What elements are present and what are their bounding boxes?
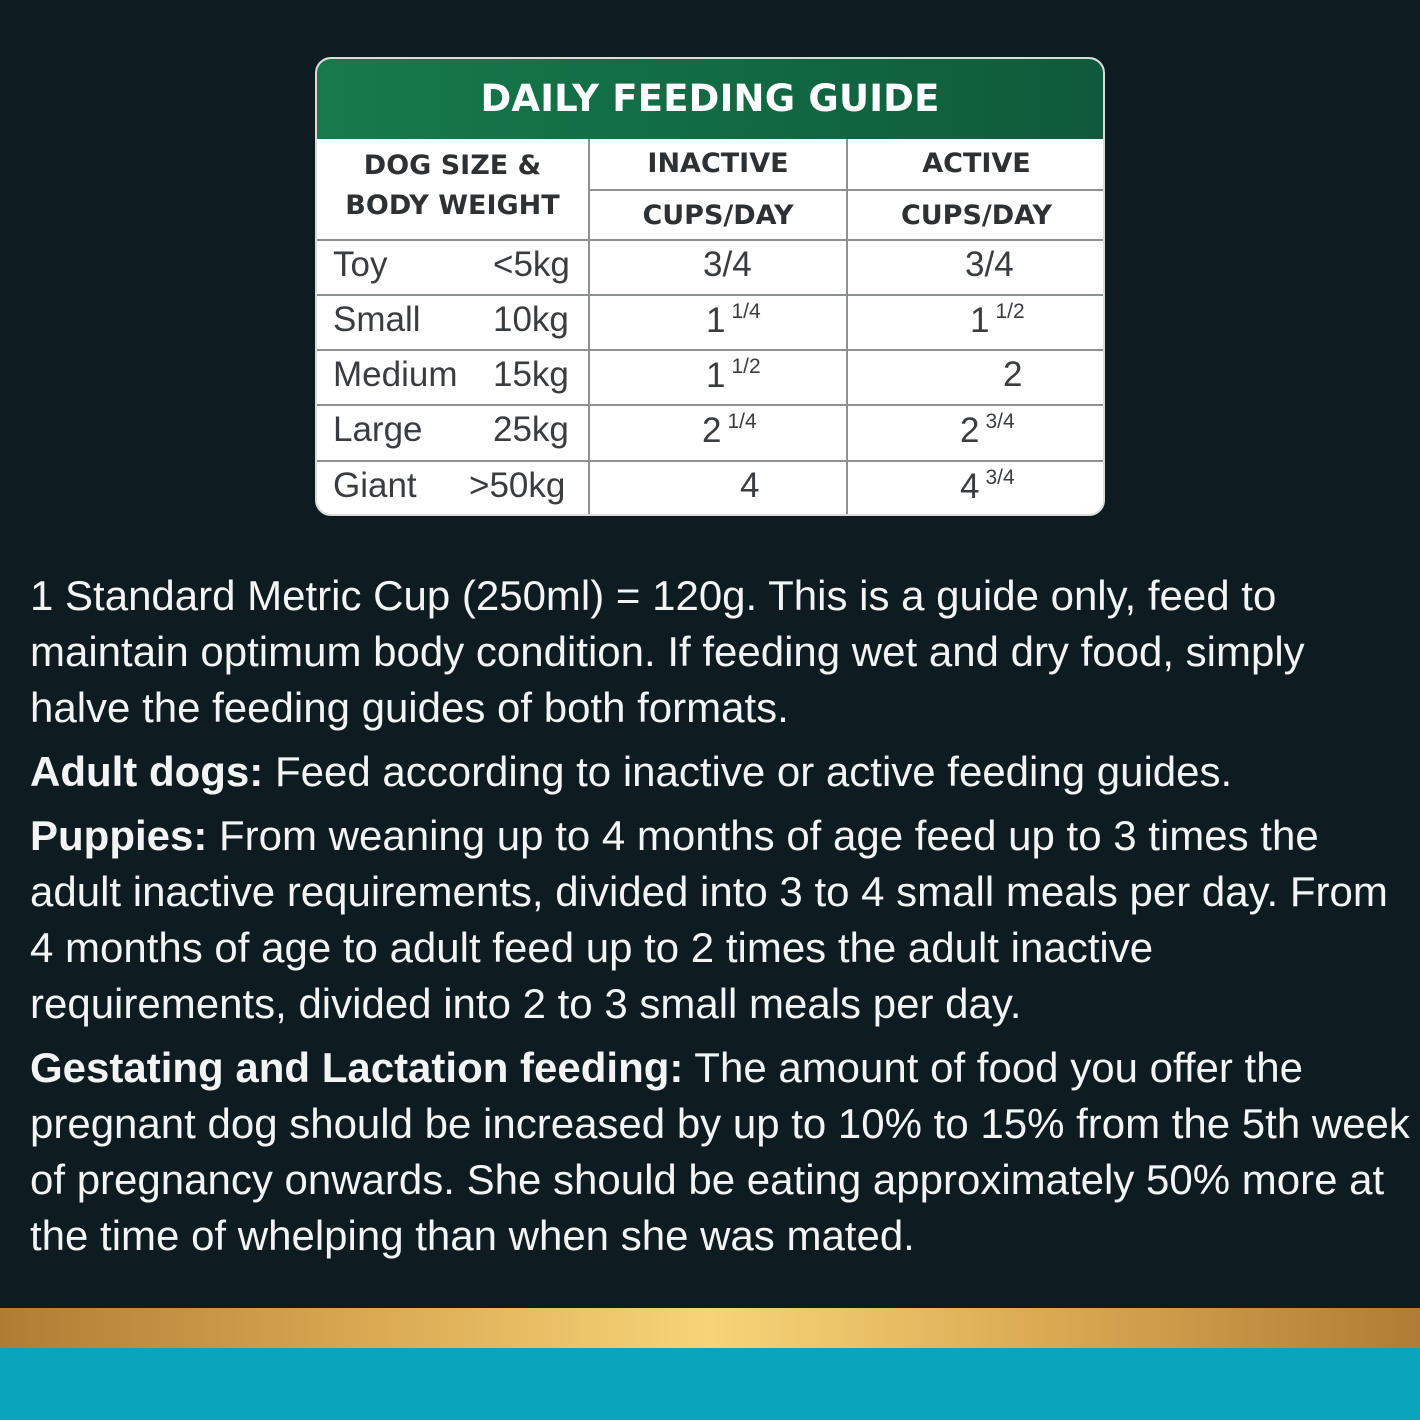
- row-divider: [317, 404, 1105, 406]
- row-divider: [317, 349, 1105, 351]
- active-cups-whole: 4: [960, 467, 980, 506]
- teal-footer-band: [0, 1348, 1420, 1420]
- active-cups-cell: [965, 245, 1014, 285]
- header-dog-size-line2: BODY WEIGHT: [345, 190, 560, 221]
- active-cups-whole: 3/4: [965, 245, 1014, 284]
- dog-size-cell: Medium: [333, 355, 458, 394]
- inactive-cups-whole: 1: [706, 301, 726, 340]
- inactive-cups-cell: [706, 300, 761, 341]
- body-weight-cell: 25kg: [493, 410, 569, 449]
- body-weight-cell: <5kg: [493, 245, 570, 284]
- puppies-note: [30, 808, 1410, 1032]
- body-weight-cell: >50kg: [469, 466, 566, 505]
- active-cups-fraction: 1/2: [995, 300, 1025, 323]
- inactive-cups-cell: [706, 355, 761, 396]
- dog-size-cell: Large: [333, 410, 423, 449]
- body-weight-cell: 10kg: [493, 300, 569, 339]
- header-dog-size: [317, 146, 588, 226]
- dog-size-cell: Small: [333, 300, 421, 339]
- body-weight-cell: 15kg: [493, 355, 569, 394]
- active-cups-whole: 2: [960, 411, 980, 450]
- row-divider: [317, 294, 1105, 296]
- puppies-label: Puppies:: [30, 812, 208, 859]
- active-cups-cell: [970, 300, 1025, 341]
- header-inactive: INACTIVE: [647, 148, 789, 179]
- dog-size-cell: Giant: [333, 466, 417, 505]
- header-dog-size-line1: DOG SIZE &: [363, 150, 542, 181]
- gestating-label: Gestating and Lactation feeding:: [30, 1044, 684, 1091]
- adult-dogs-label: Adult dogs:: [30, 748, 264, 795]
- adult-dogs-text: Feed according to inactive or active feeding guides.: [263, 748, 1233, 795]
- feeding-guide-card: [315, 57, 1105, 516]
- gestating-note: [30, 1040, 1410, 1264]
- dog-size-cell: Toy: [333, 245, 388, 284]
- active-cups-whole: 1: [970, 301, 990, 340]
- inactive-cups-fraction: 1/2: [731, 355, 761, 378]
- active-cups-cell: [960, 410, 1015, 451]
- inactive-cups-cell: [740, 466, 759, 506]
- header-active-unit: CUPS/DAY: [900, 200, 1053, 231]
- puppies-text: From weaning up to 4 months of age feed up to 3 times the adult inactive requirements, divided into 3 to 4 small meals per day. From 4 months of age to adult feed up to 2 times the adult inactive requirements, divided into 2 to 3 small meals per day.: [30, 812, 1388, 1027]
- active-cups-cell: [960, 466, 1015, 507]
- active-cups-whole: 2: [1003, 355, 1023, 394]
- inactive-cups-cell: [703, 245, 752, 285]
- gold-decorative-band: [0, 1308, 1420, 1348]
- adult-dogs-note: [30, 744, 1410, 800]
- active-cups-fraction: 3/4: [985, 410, 1015, 433]
- active-cups-cell: [1003, 355, 1022, 395]
- inactive-cups-fraction: 1/4: [731, 300, 761, 323]
- inactive-cups-cell: [702, 410, 757, 451]
- feeding-guide-title: DAILY FEEDING GUIDE: [317, 59, 1103, 139]
- gestating-text: The amount of food you offer the pregnant dog should be increased by up to 10% to 15% from the 5th week of pregnancy onwards. She should be eating approximately 50% more at the time of whelping than when she was mated.: [30, 1044, 1410, 1259]
- row-divider: [317, 460, 1105, 462]
- inactive-cups-whole: 3/4: [703, 245, 752, 284]
- active-cups-fraction: 3/4: [985, 466, 1015, 489]
- header-inactive-unit: CUPS/DAY: [642, 200, 794, 231]
- inactive-cups-whole: 1: [706, 356, 726, 395]
- inactive-cups-whole: 2: [702, 411, 722, 450]
- header-active: ACTIVE: [922, 148, 1031, 179]
- cup-measure-note: 1 Standard Metric Cup (250ml) = 120g. This is a guide only, feed to maintain optimum body condition. If feeding wet and dry food, simply halve the feeding guides of both formats.: [30, 572, 1305, 731]
- inactive-cups-whole: 4: [740, 466, 760, 505]
- inactive-cups-fraction: 1/4: [727, 410, 757, 433]
